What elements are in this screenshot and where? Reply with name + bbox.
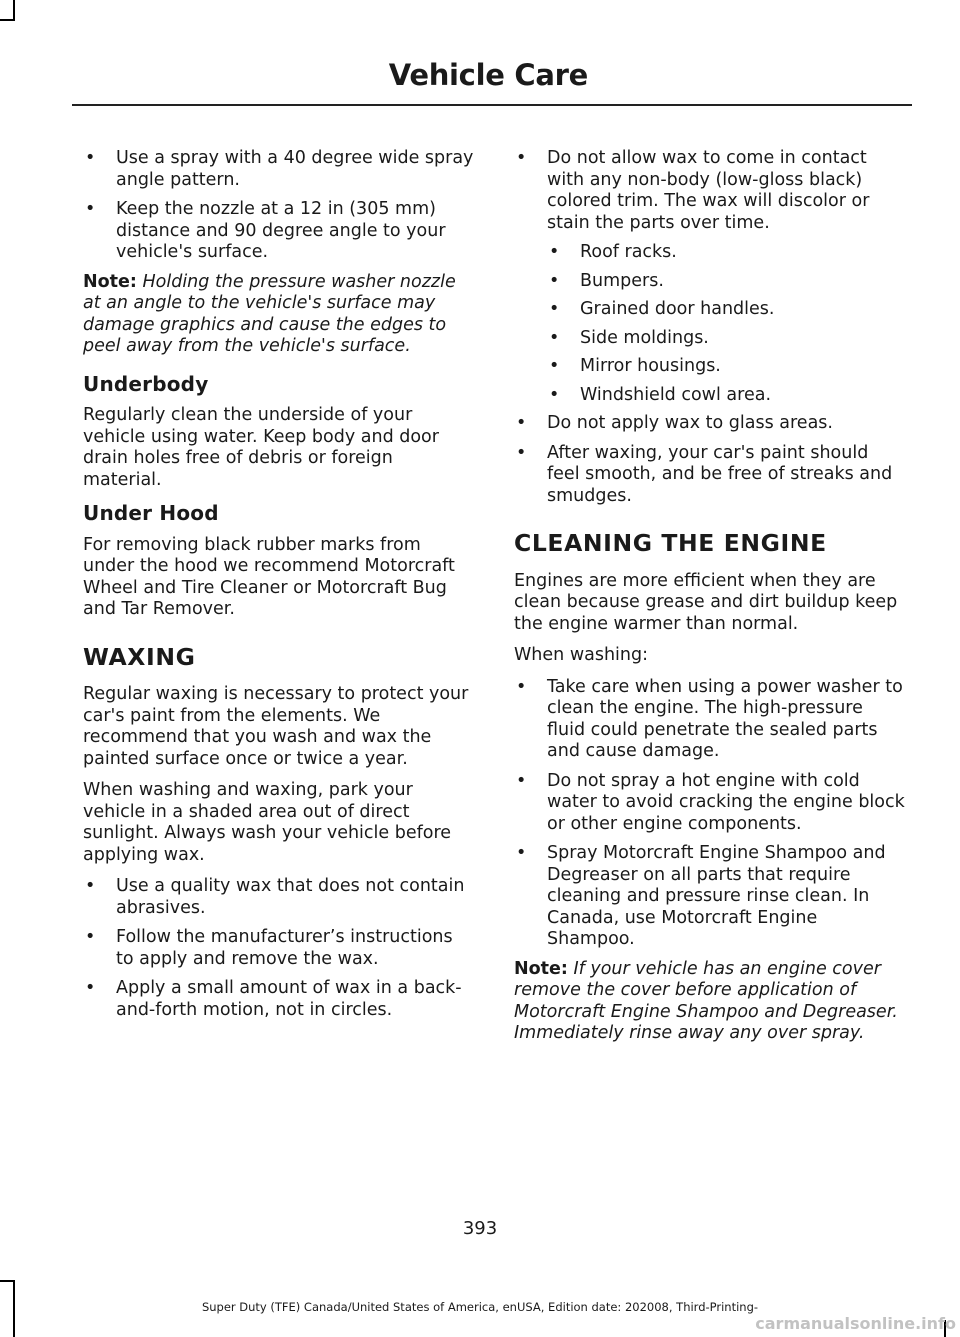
crop-mark — [13, 0, 15, 20]
underbody-text: Regularly clean the underside of your vehicle using water. Keep body and door drain holes free of debris or foreign material. — [83, 405, 439, 490]
right-column — [514, 148, 906, 1061]
list-item: • Take care when using a power washer to clean the engine. The high-pressure fluid could penetrate the sealed parts and cause damage. — [514, 677, 906, 763]
list-item: • Use a quality wax that does not contain abrasives. — [83, 876, 475, 919]
underbody-heading: Underbody — [83, 371, 209, 396]
note — [514, 959, 906, 1045]
list-item: • Spray Motorcraft Engine Shampoo and Degreaser on all parts that require cleaning and pressure rinse clean. In Canada, use Motorcraft Engine Shampoo. — [514, 843, 906, 951]
list-item: • Follow the manufacturer’s instructions to apply and remove the wax. — [83, 927, 475, 970]
list-item: • Do not apply wax to glass areas. — [514, 413, 906, 435]
page-number: 393 — [462, 1218, 498, 1239]
cleaning-engine-heading: CLEANING THE ENGINE — [514, 529, 827, 557]
list-item: • Do not spray a hot engine with cold water to avoid cracking the engine block or other engine components. — [514, 771, 906, 836]
page-title: Vehicle Care — [388, 58, 588, 92]
under-hood-text: For removing black rubber marks from under the hood we recommend Motorcraft Wheel and Tire Cleaner or Motorcraft Bug and Tar Remover. — [83, 534, 455, 619]
note-text: Holding the pressure washer nozzle at an angle to the vehicle's surface may damage graphics and cause the edges to peel away from the vehicle's surface. — [83, 271, 456, 356]
header-rule — [72, 104, 912, 106]
note-label: Note: — [514, 958, 568, 979]
sub-list-item: • Grained door handles. — [547, 299, 906, 321]
sub-list-item: • Windshield cowl area. — [547, 385, 906, 407]
list-item: • Do not allow wax to come in contact with any non-body (low-gloss black) colored trim. The wax will discolor or stain the parts over time. — [514, 148, 906, 234]
sub-list-item: • Roof racks. — [547, 242, 906, 264]
waxing-paragraph: Regular waxing is necessary to protect your car's paint from the elements. We recommend that you wash and wax the painted surface once or twice a year. — [83, 684, 469, 769]
list-item: • After waxing, your car's paint should feel smooth, and be free of streaks and smudges. — [514, 443, 906, 508]
left-column — [83, 148, 475, 1029]
note-text: If your vehicle has an engine cover remove the cover before application of Motorcraft Engine Shampoo and Degreaser. Immediately rinse away any over spray. — [514, 958, 898, 1043]
note — [83, 272, 475, 358]
engine-paragraph: Engines are more efficient when they are clean because grease and dirt buildup keep the engine warmer than normal. — [514, 570, 898, 634]
under-hood-heading: Under Hood — [83, 501, 219, 525]
note-label: Note: — [83, 271, 137, 292]
crop-mark — [0, 1280, 15, 1282]
crop-mark — [0, 19, 15, 21]
sub-list-item: • Mirror housings. — [547, 356, 906, 378]
list-item: • Apply a small amount of wax in a back-and-forth motion, not in circles. — [83, 978, 475, 1021]
list-item: • Use a spray with a 40 degree wide spray angle pattern. — [83, 148, 475, 191]
waxing-paragraph: When washing and waxing, park your vehicle in a shaded area out of direct sunlight. Always wash your vehicle before applying wax. — [83, 780, 452, 865]
watermark: carmanualsonline.info — [755, 1314, 956, 1333]
sub-list-item: • Side moldings. — [547, 328, 906, 350]
edition-footer: Super Duty (TFE) Canada/United States of America, enUSA, Edition date: 202008, Third-Printing- — [201, 1300, 759, 1314]
list-item: • Keep the nozzle at a 12 in (305 mm) distance and 90 degree angle to your vehicle's surface. — [83, 199, 475, 264]
waxing-heading: WAXING — [83, 642, 196, 671]
sub-list-item: • Bumpers. — [547, 271, 906, 293]
engine-paragraph: When washing: — [514, 645, 649, 665]
